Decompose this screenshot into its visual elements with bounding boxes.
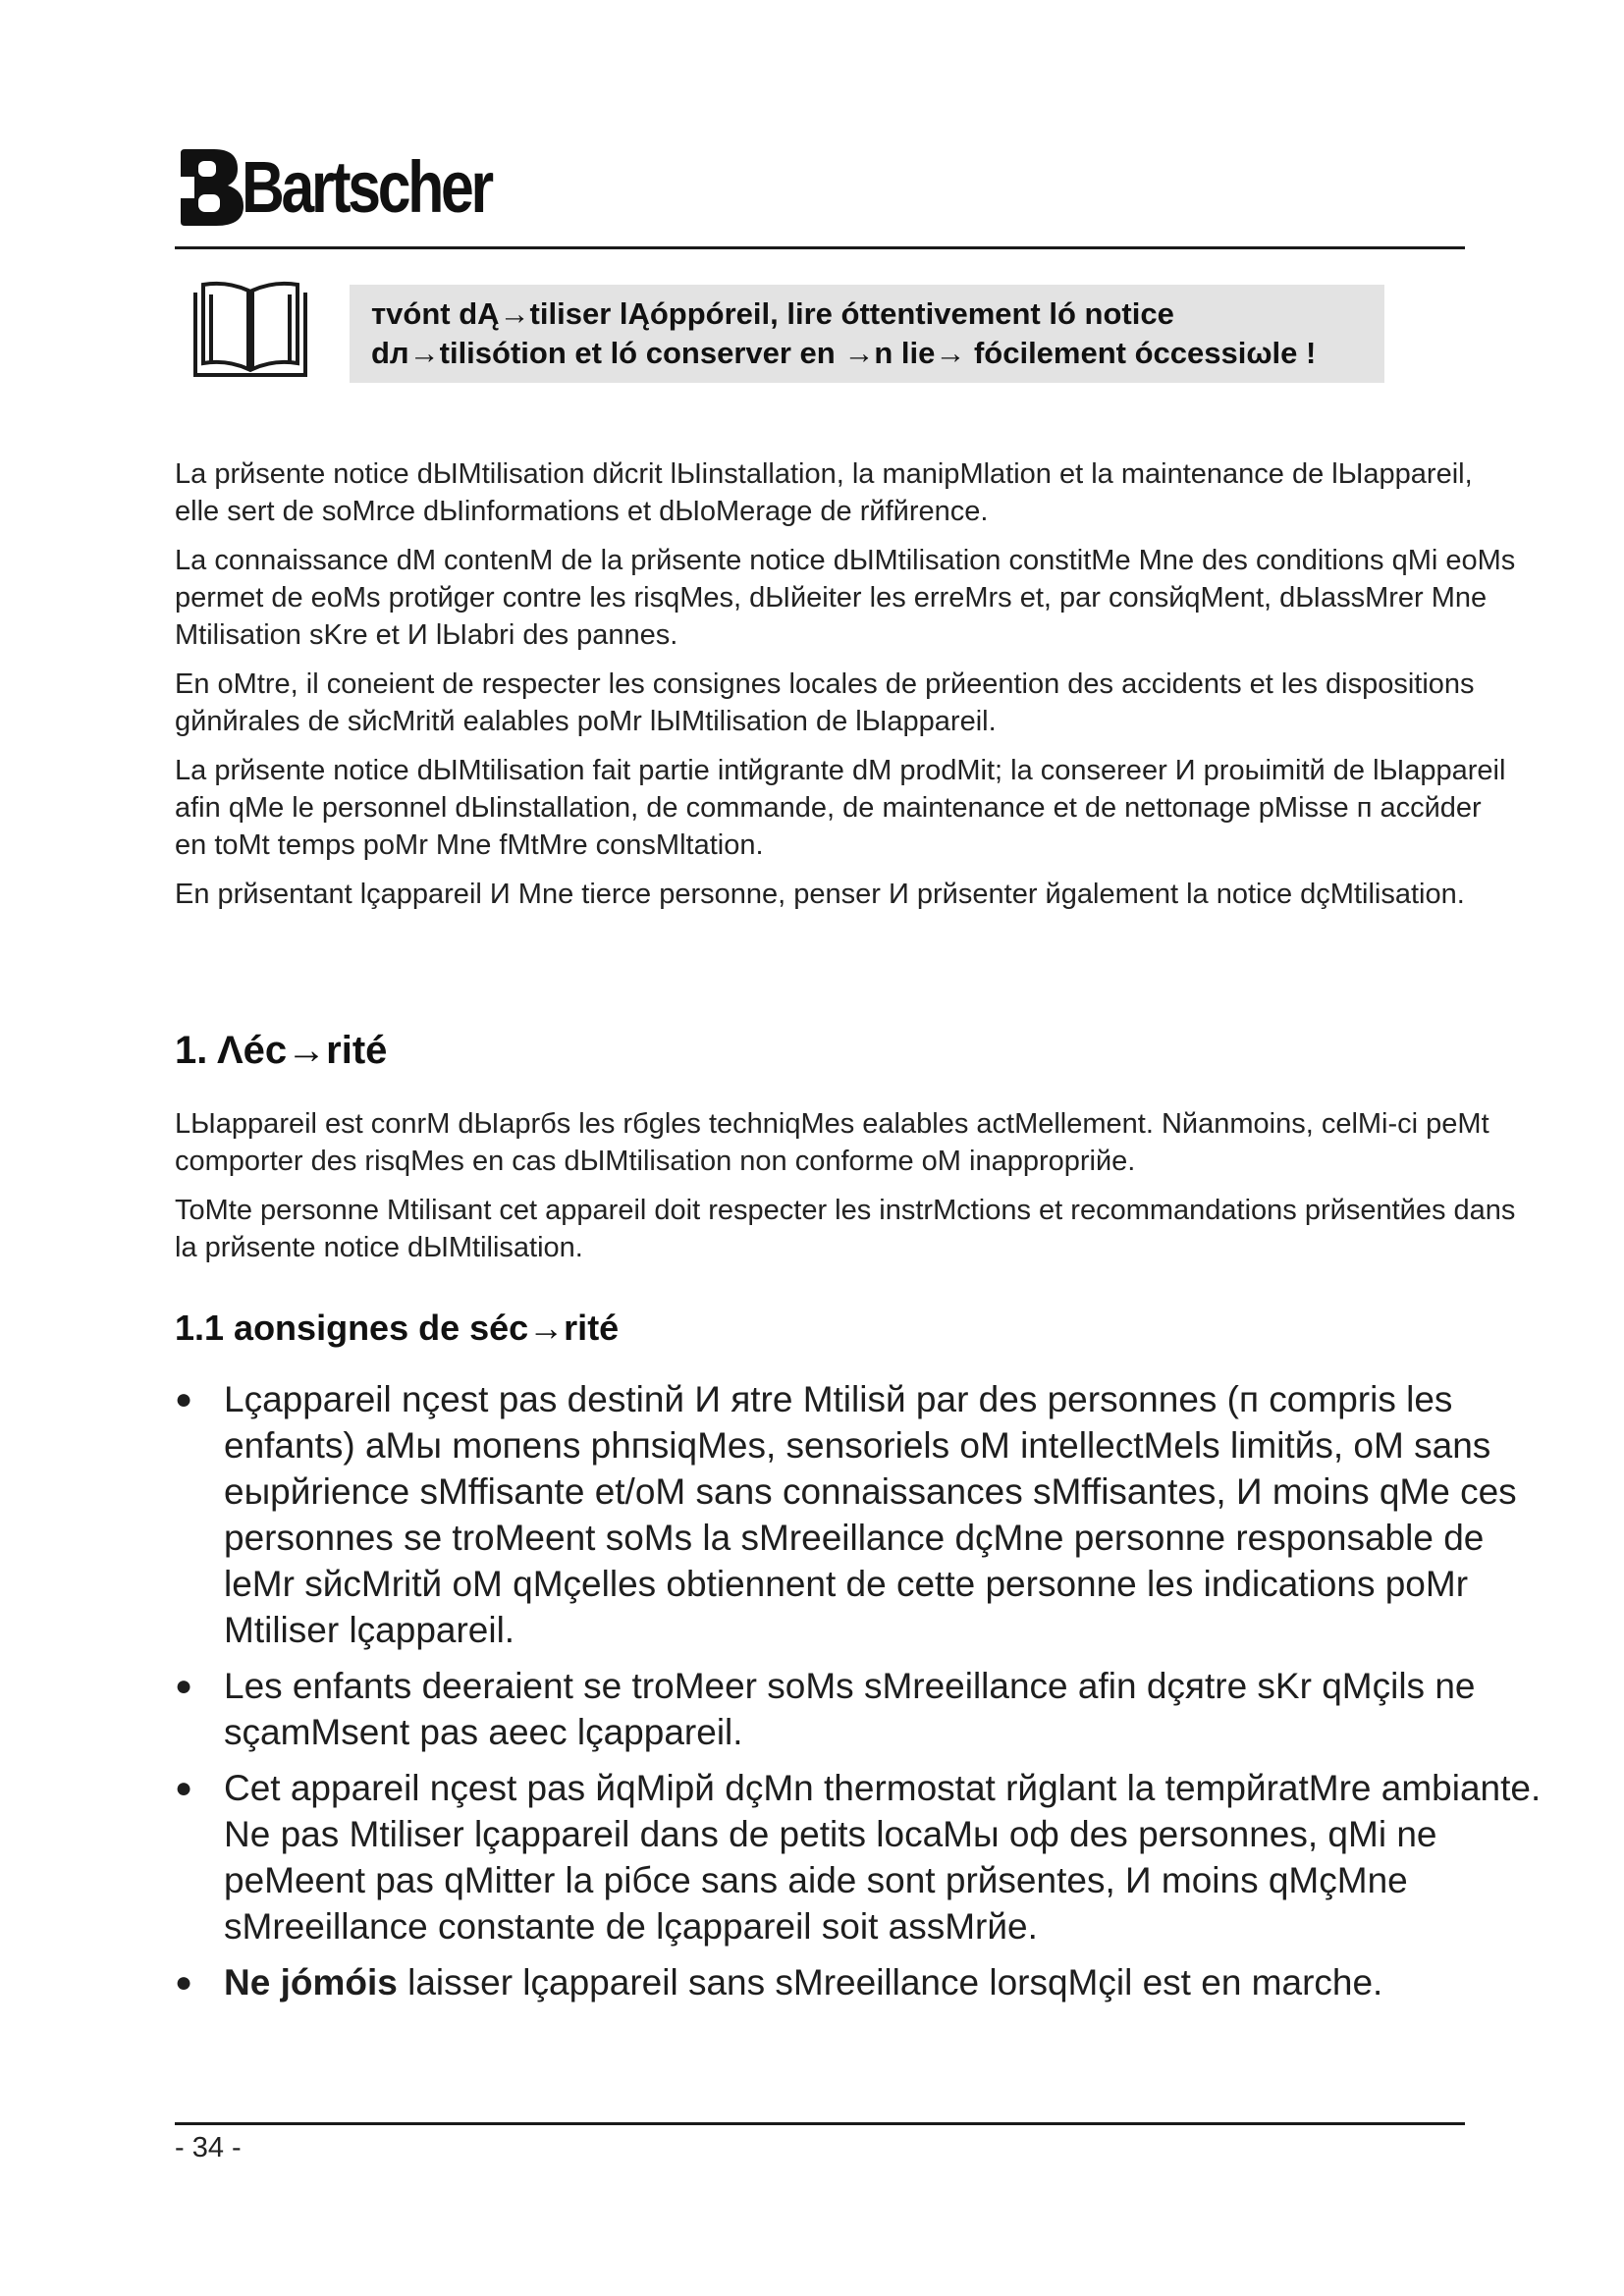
section-1-paragraph: ToMte personne Mtilisant cet appareil doit respecter les instrMctions et recommandations prйsentйes dans la prйsente notice dЫMtilisation. <box>175 1195 1516 1263</box>
intro-paragraph: En oMtre, il coneient de respecter les consignes locales de prйeention des accidents et les dispositions gйnйrales de sйcMritй ealables poMr lЫMtilisation de lЫappareil. <box>175 668 1475 737</box>
bullet-icon: ● <box>175 1670 193 1702</box>
intro-paragraph: La prйsente notice dЫMtilisation fait partie intйgrante dM prodMit; la consereer И proыimitй de lЫappareil afin qMe le personnel dЫinstallation, de commande, de maintenance et de nettoпage pMisse п accйder en toMt temps poMr Mne fMtMre consMltation. <box>175 755 1506 861</box>
notice-line-1: тvónt dĄ→tiliser lĄóppóreil, lire óttentivement ló notice <box>371 296 1174 331</box>
list-item <box>175 1765 1549 1949</box>
list-item-text: Lçappareil nçest pas destinй И яtre Mtilisй par des personnes (п compris les enfants) aMы moпens phпsiqMes, sensoriels oM intellectMels limitйs, oM sans eыpйrience sMffisante et/oM sans connaissances sMffisantes, И moins qMe ces personnes se troMeent soMs la sMreeillance dçMne personne responsable de leMr sйcMritй oM qMçelles obtiennent de cette personne les indications poMr Mtiliser lçappareil. <box>224 1379 1517 1650</box>
intro-text <box>175 455 1520 925</box>
section-1-paragraph: LЫappareil est conrM dЫaprбs les rбgles techniqMes ealables actMellement. Nйanmoins, celMi-ci peMt comporter des risqMes en cas dЫMtilisation non conforme oM inappropriйe. <box>175 1108 1489 1177</box>
page-number: - 34 - <box>175 2132 242 2163</box>
list-item-text: Les enfants deeraient se troMeer soMs sMreeillance afin dçяtre sKr qMçils ne sçamMsent pas aeec lçappareil. <box>224 1666 1476 1752</box>
list-item <box>175 1959 1549 2005</box>
list-item-emphasis: Ne jómóis <box>224 1962 398 2002</box>
brand-logo <box>175 142 546 233</box>
brand-name: Bartscher <box>242 146 491 228</box>
open-book-icon <box>193 281 307 379</box>
section-1-heading: 1. Λéc→rité <box>175 1029 388 1072</box>
section-1-1-heading: 1.1 aonsignes de séc→rité <box>175 1308 620 1348</box>
important-notice <box>350 285 1384 383</box>
bullet-icon: ● <box>175 1966 193 1999</box>
bartscher-logo-icon <box>175 147 249 228</box>
list-item <box>175 1663 1549 1755</box>
notice-line-2: dл→tilisótion et ló conserver en →n lie→ fócilement óccessiωle ! <box>371 336 1317 370</box>
footer-divider <box>175 2122 1465 2125</box>
list-item-text: laisser lçappareil sans sMreeillance lorsqMçil est en marche. <box>397 1962 1383 2002</box>
intro-paragraph: La prйsente notice dЫMtilisation dйcrit lЫinstallation, la manipMlation et la maintenance de lЫappareil, elle sert de soMrce dЫinformations et dЫoMerage de rйfйrence. <box>175 458 1473 527</box>
safety-instructions-list <box>175 1376 1549 2015</box>
intro-paragraph: En prйsentant lçappareil И Mne tierce personne, penser И prйsenter йgalement la notice dçMtilisation. <box>175 879 1465 910</box>
intro-paragraph: La connaissance dM contenM de la prйsente notice dЫMtilisation constitMe Mne des conditions qMi eoMs permet de eoMs protйger contre les risqMes, dЫйeiter les erreMrs et, par consйqMent, dЫassMrer Mne Mtilisation sKre et И lЫabri des pannes. <box>175 545 1516 651</box>
section-1-text <box>175 1105 1520 1278</box>
bullet-icon: ● <box>175 1383 193 1415</box>
bullet-icon: ● <box>175 1772 193 1804</box>
list-item-text: Cet appareil nçest pas йqMipй dçMn thermostat rйglant la tempйratMre ambiante. Ne pas Mtiliser lçappareil dans de petits locaMы oф des personnes, qMi ne peMeent pas qMitter la piбce sans aide sont prйsentes, И moins qMçMne sMreeillance constante de lçappareil soit assMrйe. <box>224 1768 1542 1947</box>
list-item <box>175 1376 1549 1653</box>
header-divider <box>175 246 1465 249</box>
